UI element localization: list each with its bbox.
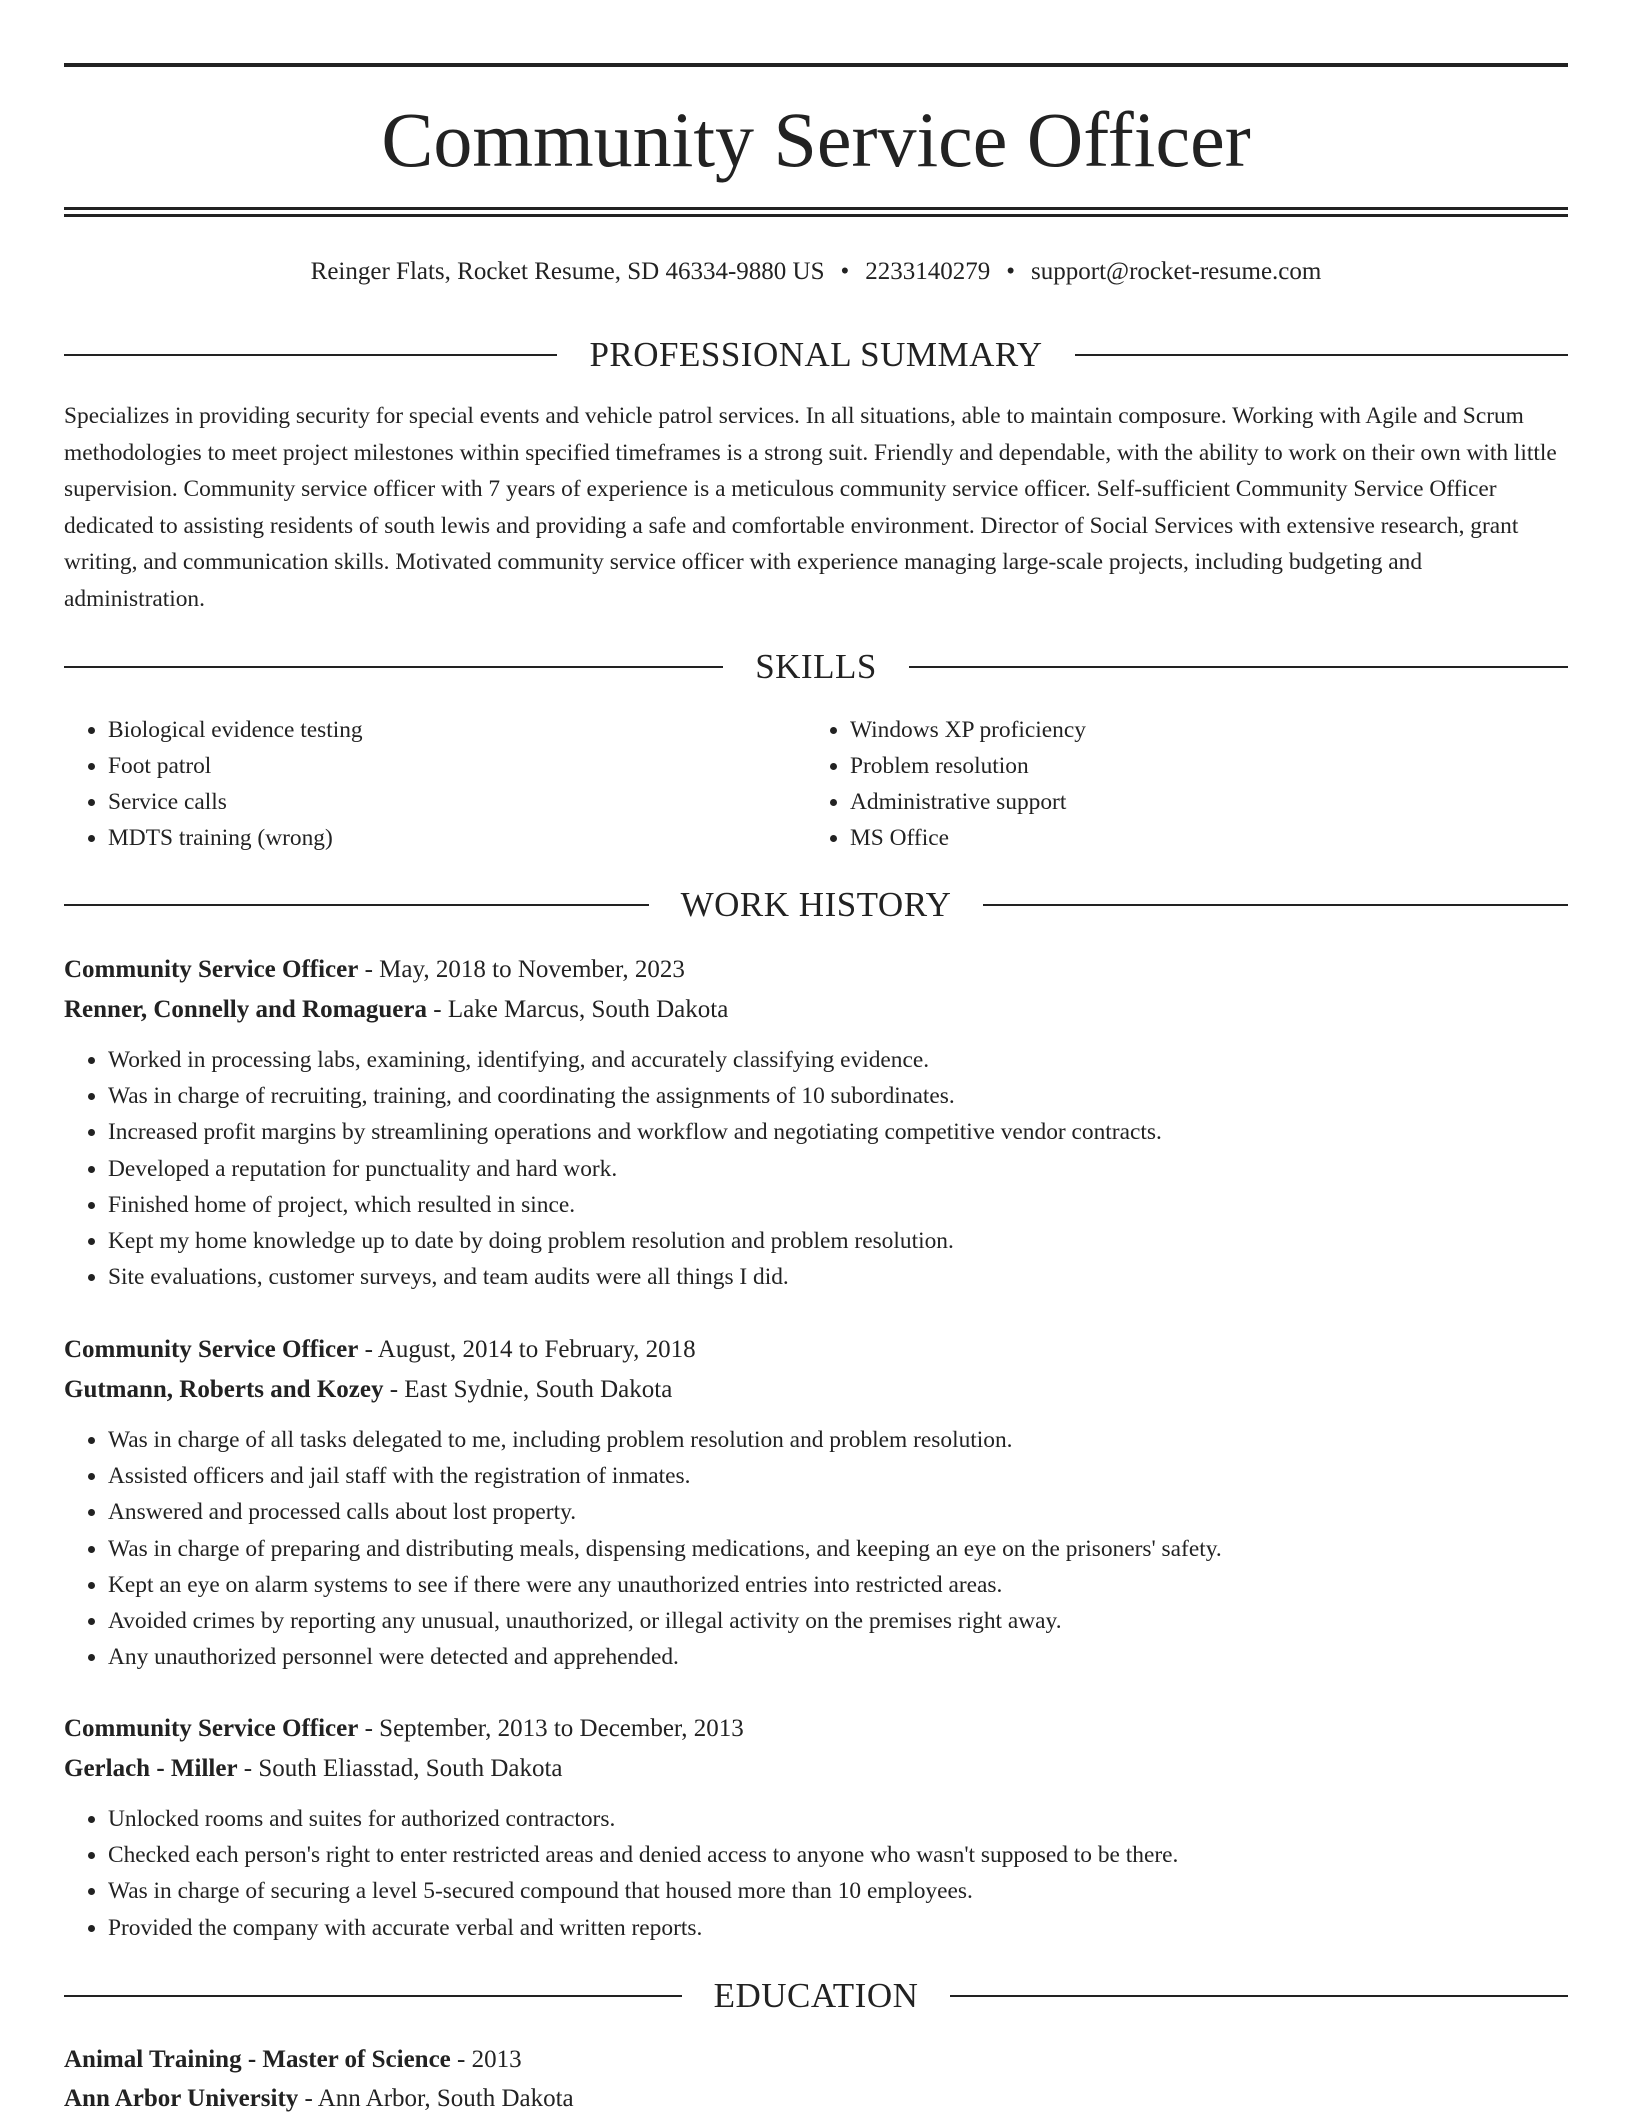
job-bullets	[64, 1801, 1568, 1946]
job-dates: - May, 2018 to November, 2023	[358, 956, 685, 983]
job-bullet: • Checked each person's right to enter restricted areas and denied access to anyone who wasn't supposed to be there.	[108, 1837, 1568, 1873]
job-bullet: • Finished home of project, which resulted in since.	[108, 1187, 1568, 1223]
job-bullet: • Provided the company with accurate verbal and written reports.	[108, 1910, 1568, 1946]
heading-rule	[909, 666, 1568, 668]
job-bullet: • Worked in processing labs, examining, identifying, and accurately classifying evidence.	[108, 1042, 1568, 1078]
skill-item: • Problem resolution	[850, 748, 1548, 784]
summary-text: Specializes in providing security for special events and vehicle patrol services. In all situations, able to maintain composure. Working with Agile and Scrum methodologies to meet project milestones within specified timeframes is a strong suit. Friendly and dependable, with the ability to work on their own with little supervision. Community service officer with 7 years of experience is a meticulous community service officer. Self-sufficient Community Service Officer dedicated to assisting residents of south lewis and providing a safe and comfortable environment. Director of Social Services with extensive research, grant writing, and communication skills. Motivated community service officer with experience managing large-scale projects, including budgeting and administration.	[64, 403, 1557, 612]
job-bullet: • Was in charge of securing a level 5-secured compound that housed more than 10 employees.	[108, 1873, 1568, 1909]
skill-item: • Administrative support	[850, 784, 1548, 820]
contact-email: support@rocket-resume.com	[1031, 258, 1322, 285]
education-entry	[64, 2040, 1568, 2118]
job-title: Community Service Officer	[64, 956, 359, 983]
job-title: Community Service Officer	[64, 1715, 359, 1742]
heading-rule	[64, 904, 649, 906]
page-title: Community Service Officer	[381, 96, 1251, 183]
title-double-rule	[64, 207, 1568, 217]
heading-rule	[983, 904, 1568, 906]
job-entry	[64, 950, 1568, 1295]
skill-item: • Service calls	[108, 784, 806, 820]
skills-list	[64, 712, 1568, 856]
section-heading-summary	[64, 335, 1568, 375]
skills-column-right	[806, 712, 1548, 856]
education-degree: Animal Training - Master of Science	[64, 2046, 451, 2073]
job-entry	[64, 1330, 1568, 1675]
job-bullets	[64, 1042, 1568, 1295]
job-bullet: • Kept an eye on alarm systems to see if there were any unauthorized entries into restricted areas.	[108, 1567, 1568, 1603]
heading-rule	[64, 354, 557, 356]
heading-rule	[1075, 354, 1568, 356]
section-title: EDUCATION	[713, 1976, 919, 2015]
job-bullet: • Any unauthorized personnel were detected and apprehended.	[108, 1639, 1568, 1675]
job-bullet: • Assisted officers and jail staff with the registration of inmates.	[108, 1458, 1568, 1494]
contact-phone: 2233140279	[865, 258, 991, 285]
section-title: WORK HISTORY	[680, 885, 952, 924]
job-bullet: • Site evaluations, customer surveys, and team audits were all things I did.	[108, 1259, 1568, 1295]
skill-item: • Biological evidence testing	[108, 712, 806, 748]
job-dates: - August, 2014 to February, 2018	[358, 1336, 696, 1363]
job-dates: - September, 2013 to December, 2013	[358, 1715, 744, 1742]
job-location: - Lake Marcus, South Dakota	[427, 996, 729, 1023]
heading-rule	[950, 1995, 1568, 1997]
job-location: - East Sydnie, South Dakota	[383, 1376, 673, 1403]
job-company: Renner, Connelly and Romaguera	[64, 996, 427, 1023]
job-bullet: • Developed a reputation for punctuality and hard work.	[108, 1151, 1568, 1187]
job-bullet: • Was in charge of recruiting, training, and coordinating the assignments of 10 subordinates.	[108, 1078, 1568, 1114]
education-school: Ann Arbor University	[64, 2085, 299, 2112]
contact-separator: •	[1006, 258, 1016, 285]
job-company-row	[64, 1749, 1568, 1789]
education-year: - 2013	[450, 2046, 522, 2073]
heading-rule	[64, 1995, 682, 1997]
job-bullets	[64, 1422, 1568, 1675]
job-company: Gerlach - Miller	[64, 1755, 238, 1782]
job-title-row	[64, 950, 1568, 990]
job-bullet: • Unlocked rooms and suites for authorized contractors.	[108, 1801, 1568, 1837]
job-bullet: • Was in charge of preparing and distributing meals, dispensing medications, and keeping an eye on the prisoners' safety.	[108, 1531, 1568, 1567]
job-bullet: • Avoided crimes by reporting any unusual, unauthorized, or illegal activity on the premises right away.	[108, 1603, 1568, 1639]
section-title: SKILLS	[755, 647, 877, 686]
section-heading-education	[64, 1976, 1568, 2016]
section-heading-work	[64, 885, 1568, 925]
skill-item: • MS Office	[850, 820, 1548, 856]
job-company-row	[64, 990, 1568, 1030]
education-location: - Ann Arbor, South Dakota	[298, 2085, 574, 2112]
job-company: Gutmann, Roberts and Kozey	[64, 1376, 384, 1403]
skill-item: • Foot patrol	[108, 748, 806, 784]
job-title-row	[64, 1330, 1568, 1370]
heading-rule	[64, 666, 723, 668]
job-bullet: • Answered and processed calls about lost property.	[108, 1494, 1568, 1530]
job-bullet: • Kept my home knowledge up to date by doing problem resolution and problem resolution.	[108, 1223, 1568, 1259]
contact-address: Reinger Flats, Rocket Resume, SD 46334-9880 US	[310, 258, 825, 285]
job-location: - South Eliasstad, South Dakota	[237, 1755, 563, 1782]
skill-item: • Windows XP proficiency	[850, 712, 1548, 748]
top-rule	[64, 63, 1568, 67]
contact-separator: •	[840, 258, 850, 285]
section-heading-skills	[64, 647, 1568, 687]
education-school-row	[64, 2079, 1568, 2118]
contact-line	[64, 254, 1568, 290]
section-title: PROFESSIONAL SUMMARY	[589, 335, 1043, 374]
job-company-row	[64, 1370, 1568, 1410]
job-title-row	[64, 1709, 1568, 1749]
job-bullet: • Was in charge of all tasks delegated to me, including problem resolution and problem resolution.	[108, 1422, 1568, 1458]
skills-column-left	[64, 712, 806, 856]
education-degree-row	[64, 2040, 1568, 2079]
job-entry	[64, 1709, 1568, 1946]
skill-item: • MDTS training (wrong)	[108, 820, 806, 856]
job-bullet: • Increased profit margins by streamlining operations and workflow and negotiating competitive vendor contracts.	[108, 1114, 1568, 1150]
job-title: Community Service Officer	[64, 1336, 359, 1363]
